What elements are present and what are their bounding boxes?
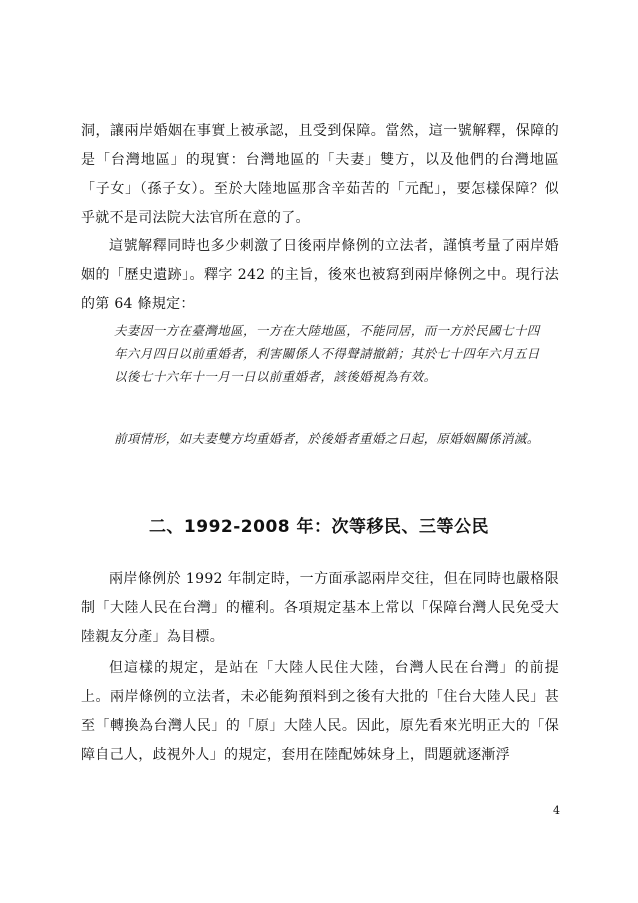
paragraph-4: 但這樣的規定，是站在「大陸人民住大陸，台灣人民在台灣」的前提上。兩岸條例的立法者，未必能夠預料到之後有大批的「住台大陸人民」甚至「轉換為台灣人民」的「原」大陸人民。因此，原先看來光明正大的「保障自己人，歧視外人」的規定，套用在陸配姊妹身上，問題就逐漸浮 bbox=[81, 660, 559, 763]
section-heading: 二、1992-2008 年：次等移民、三等公民 bbox=[148, 517, 490, 537]
quoted-article-paragraph-1: 夫妻因一方在臺灣地區，一方在大陸地區，不能同居，而一方於民國七十四年六月四日以前重婚者，利害關係人不得聲請撤銷；其於七十四年六月五日以後七十六年十一月一日以前重婚者，該後婚視為有效。 bbox=[114, 323, 540, 384]
paragraph-2: 這號解釋同時也多少刺激了日後兩岸條例的立法者，謹慎考量了兩岸婚姻的「歷史遺跡」。釋字 242 的主旨，後來也被寫到兩岸條例之中。現行法的第 64 條規定： bbox=[81, 238, 559, 312]
paragraph-3: 兩岸條例於 1992 年制定時，一方面承認兩岸交往，但在同時也嚴格限制「大陸人民在台灣」的權利。各項規定基本上常以「保障台灣人民免受大陸親友分產」為目標。 bbox=[81, 571, 559, 645]
page-number: 4 bbox=[553, 804, 560, 817]
quoted-article-paragraph-2: 前項情形，如夫妻雙方均重婚者，於後婚者重婚之日起，原婚姻關係消滅。 bbox=[114, 431, 540, 446]
paragraph-1: 洞，讓兩岸婚姻在事實上被承認，且受到保障。當然，這一號解釋，保障的是「台灣地區」的現實：台灣地區的「夫妻」雙方，以及他們的台灣地區「子女」（孫子女）。至於大陸地區那含辛茹苦的「元配」，要怎樣保障？似乎就不是司法院大法官所在意的了。 bbox=[81, 123, 559, 226]
